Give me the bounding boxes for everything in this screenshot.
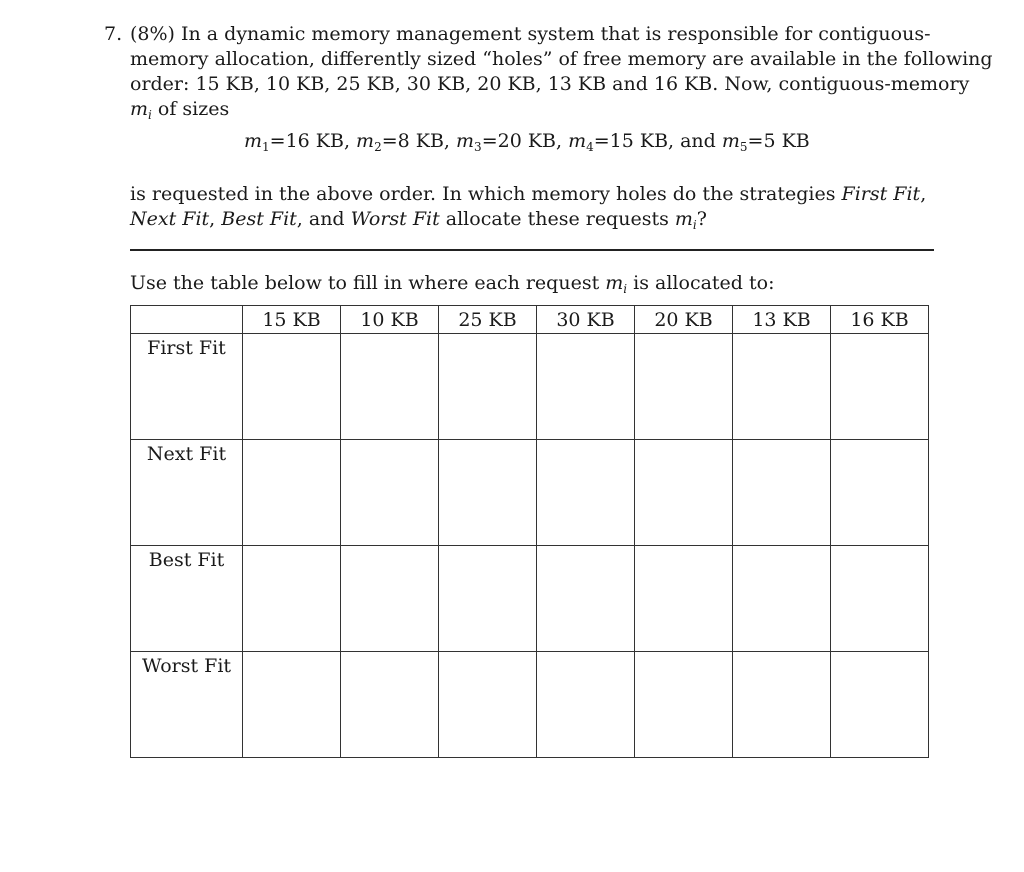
answer-cell[interactable]: [635, 652, 733, 758]
answer-cell[interactable]: [831, 334, 929, 440]
problem-line-1: 7. (8%) In a dynamic memory management system that is responsible for contiguous-: [104, 23, 931, 45]
request-m3: $m_3=20$ KB,: [456, 130, 569, 154]
header-corner-cell: [131, 306, 243, 334]
answer-cell[interactable]: [341, 334, 439, 440]
answer-cell[interactable]: [635, 334, 733, 440]
answer-cell[interactable]: [635, 546, 733, 652]
header-hole-16kb: 16 KB: [831, 306, 929, 334]
answer-cell[interactable]: [341, 652, 439, 758]
allocation-table: [130, 305, 929, 758]
answer-cell[interactable]: [439, 440, 537, 546]
header-hole-25kb: 25 KB: [439, 306, 537, 334]
row-label-first-fit: First Fit: [131, 334, 243, 440]
problem-number: 7.: [104, 23, 123, 45]
answer-cell[interactable]: [537, 440, 635, 546]
problem-line-2: memory allocation, differently sized “holes” of free memory are available in the following: [130, 48, 993, 70]
request-m4: $m_4=15$ KB, and: [568, 130, 722, 154]
answer-cell[interactable]: [733, 652, 831, 758]
question-line-2: Next Fit, Best Fit, and Worst Fit allocate these requests $m_i$?: [130, 208, 707, 232]
row-label-worst-fit: Worst Fit: [131, 652, 243, 758]
table-instruction: Use the table below to fill in where each request $m_i$ is allocated to:: [130, 272, 775, 296]
answer-cell[interactable]: [537, 334, 635, 440]
request-m1: $m_1=16$ KB,: [244, 130, 357, 154]
answer-cell[interactable]: [635, 440, 733, 546]
request-m5: $m_5=5$ KB: [721, 130, 810, 154]
answer-cell[interactable]: [243, 334, 341, 440]
request-sizes: [244, 130, 810, 154]
problem-line-4: $m_i$ of sizes: [130, 98, 230, 122]
answer-cell[interactable]: [243, 546, 341, 652]
answer-cell[interactable]: [831, 546, 929, 652]
strategy-best-fit: Best Fit: [221, 208, 297, 230]
problem-line-3: order: 15 KB, 10 KB, 25 KB, 30 KB, 20 KB, 13 KB and 16 KB. Now, contiguous-memory: [130, 73, 970, 95]
request-m2: $m_2=8$ KB,: [356, 130, 457, 154]
header-hole-15kb: 15 KB: [243, 306, 341, 334]
strategy-next-fit: Next Fit: [130, 208, 210, 230]
answer-cell[interactable]: [733, 334, 831, 440]
header-hole-10kb: 10 KB: [341, 306, 439, 334]
table-row-worst-fit: [131, 652, 929, 758]
header-hole-20kb: 20 KB: [635, 306, 733, 334]
strategy-worst-fit: Worst Fit: [350, 208, 440, 230]
answer-cell[interactable]: [243, 652, 341, 758]
header-hole-30kb: 30 KB: [537, 306, 635, 334]
answer-cell[interactable]: [341, 546, 439, 652]
table-header-row: [131, 306, 929, 334]
question-text: [130, 182, 936, 238]
answer-cell[interactable]: [733, 546, 831, 652]
problem-statement: [104, 22, 993, 128]
answer-cell[interactable]: [439, 334, 537, 440]
question-line-1: is requested in the above order. In which memory holes do the strategies First Fit,: [130, 183, 927, 205]
answer-cell[interactable]: [537, 652, 635, 758]
table-row-next-fit: [131, 440, 929, 546]
table-row-first-fit: [131, 334, 929, 440]
answer-cell[interactable]: [831, 652, 929, 758]
answer-cell[interactable]: [537, 546, 635, 652]
header-hole-13kb: 13 KB: [733, 306, 831, 334]
section-divider: [130, 249, 934, 251]
strategy-first-fit: First Fit: [841, 183, 921, 205]
row-label-best-fit: Best Fit: [131, 546, 243, 652]
answer-cell[interactable]: [341, 440, 439, 546]
answer-cell[interactable]: [733, 440, 831, 546]
answer-cell[interactable]: [831, 440, 929, 546]
table-row-best-fit: [131, 546, 929, 652]
answer-cell[interactable]: [439, 546, 537, 652]
row-label-next-fit: Next Fit: [131, 440, 243, 546]
answer-cell[interactable]: [439, 652, 537, 758]
answer-cell[interactable]: [243, 440, 341, 546]
